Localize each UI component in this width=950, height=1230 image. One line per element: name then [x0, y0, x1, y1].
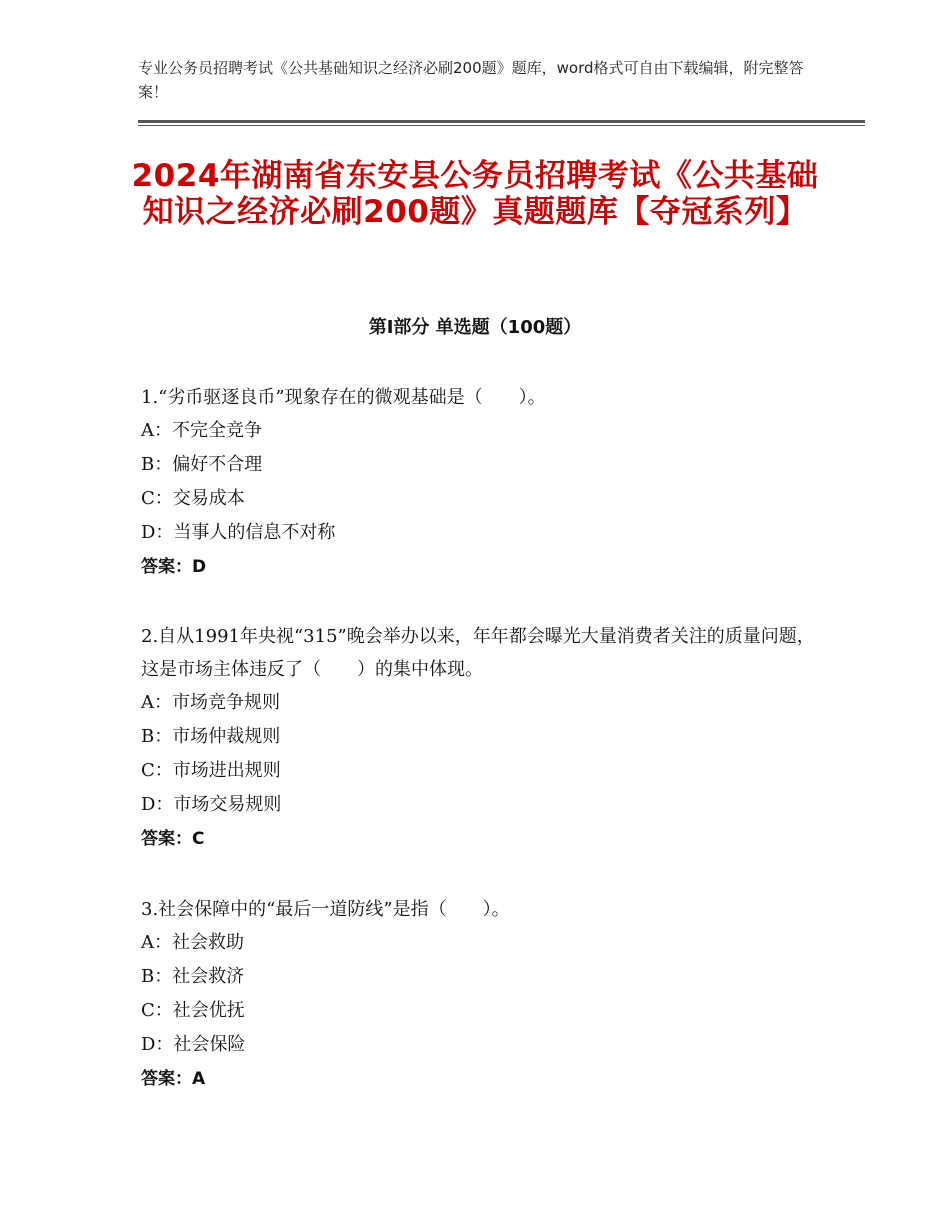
section-heading: 第I部分 单选题（100题） — [368, 317, 582, 338]
document-title: 2024年湖南省东安县公务员招聘考试《公共基础知识之经济必刷200题》真题题库【夺冠系列】 — [131, 158, 819, 230]
answer-label: 答案：D — [141, 557, 207, 577]
question-stem: 2.自从1991年央视“315”晚会举办以来，年年都会曝光大量消费者关注的质量问题，这是市场主体违反了（ ）的集中体现。 — [141, 626, 815, 680]
option-b: B：市场仲裁规则 — [141, 726, 281, 747]
option-a: A：不完全竞争 — [141, 420, 262, 441]
option-b: B：偏好不合理 — [141, 454, 263, 475]
question-block — [141, 620, 821, 856]
option-a: A：社会救助 — [141, 932, 244, 953]
answer-label: 答案：C — [141, 829, 205, 849]
header-rule-thick — [138, 120, 865, 123]
question-stem: 1.“劣币驱逐良币”现象存在的微观基础是（ ）。 — [141, 387, 546, 408]
question-stem: 3.社会保障中的“最后一道防线”是指（ ）。 — [141, 899, 510, 920]
option-d: D：市场交易规则 — [141, 794, 282, 815]
option-b: B：社会救济 — [141, 966, 245, 987]
option-d: D：社会保险 — [141, 1034, 246, 1055]
answer-label: 答案：A — [141, 1069, 206, 1089]
question-block — [141, 381, 821, 584]
option-c: C：市场进出规则 — [141, 760, 281, 781]
option-a: A：市场竞争规则 — [141, 692, 280, 713]
option-c: C：社会优抚 — [141, 1000, 245, 1021]
question-block — [141, 893, 821, 1096]
header-rule-thin — [138, 125, 865, 126]
option-c: C：交易成本 — [141, 488, 245, 509]
header-note: 专业公务员招聘考试《公共基础知识之经济必刷200题》题库，word格式可自由下载编辑，附完整答案！ — [138, 59, 804, 101]
option-d: D：当事人的信息不对称 — [141, 522, 336, 543]
